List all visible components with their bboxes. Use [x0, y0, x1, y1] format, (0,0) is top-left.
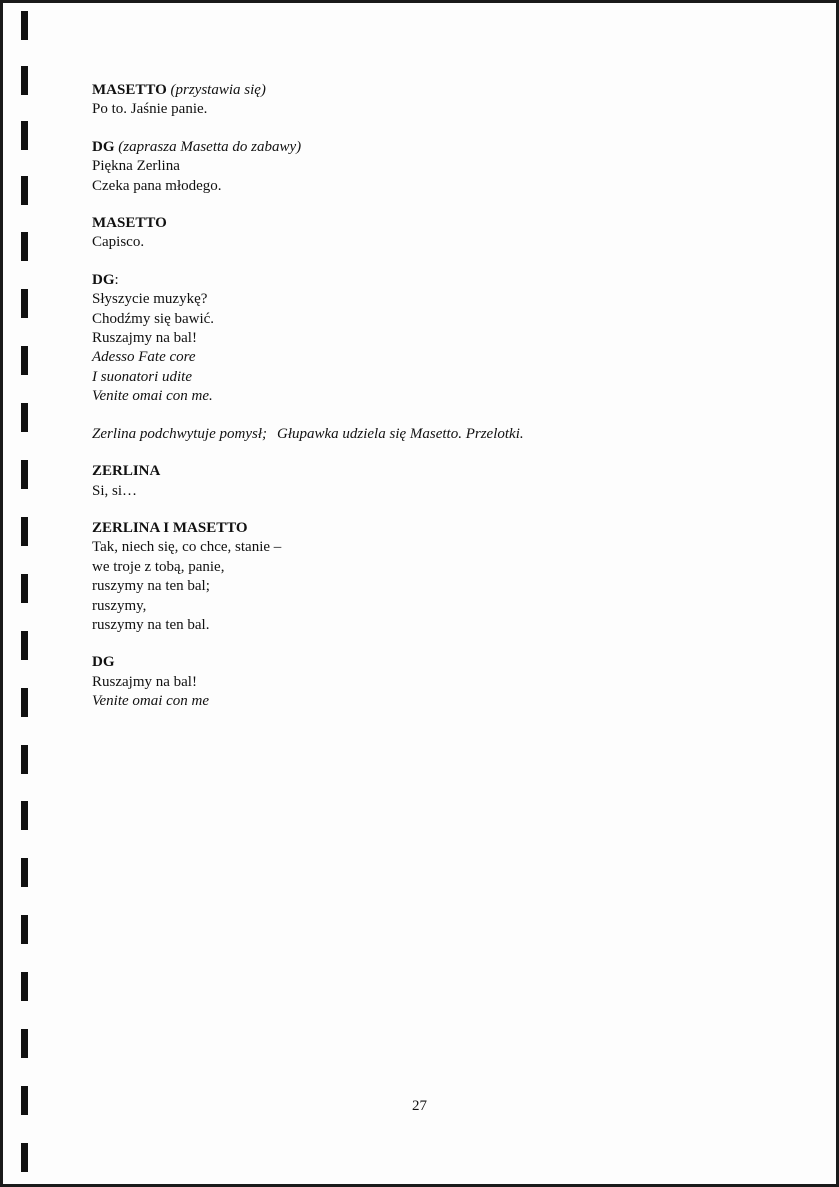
speaker-direction: (zaprasza Masetta do zabawy)	[118, 138, 302, 155]
speaker-name: MASETTO	[92, 82, 167, 98]
dialogue-line: Ruszajmy na bal!	[92, 673, 197, 690]
dialogue-line: ruszymy na ten bal;	[92, 578, 210, 595]
dialogue-block	[92, 653, 792, 711]
binding-hole	[21, 66, 28, 95]
speaker-name: ZERLINA	[92, 463, 161, 480]
binding-hole	[21, 460, 28, 489]
binding-hole	[21, 517, 28, 546]
dialogue-block	[92, 271, 792, 407]
dialogue-line: we troje z tobą, panie,	[92, 558, 225, 575]
dialogue-block	[92, 214, 792, 253]
speaker-direction: (przystawia się)	[170, 82, 266, 98]
binding-hole	[21, 688, 28, 717]
dialogue-line: ruszymy,	[92, 597, 147, 614]
binding-hole	[21, 972, 28, 1001]
speaker-line	[92, 138, 792, 157]
dialogue-line-italian: I suonatori udite	[92, 368, 192, 385]
binding-hole	[21, 1143, 28, 1172]
dialogue-line: Po to. Jaśnie panie.	[92, 101, 208, 118]
stage-direction-part: Głupawka udziela się Masetto. Przelotki.	[276, 425, 524, 442]
dialogue-block	[92, 519, 792, 635]
dialogue-line: ruszymy na ten bal.	[92, 616, 210, 633]
dialogue-block	[92, 81, 792, 120]
binding-hole	[21, 232, 28, 261]
binding-hole	[21, 915, 28, 944]
speaker-line	[92, 271, 792, 290]
dialogue-line: Chodźmy się bawić.	[92, 310, 215, 327]
binding-hole	[21, 176, 28, 205]
binding-holes	[17, 3, 31, 1184]
stage-direction	[92, 425, 792, 444]
binding-hole	[21, 289, 28, 318]
dialogue-line: Czeka pana młodego.	[92, 177, 222, 194]
binding-hole	[21, 631, 28, 660]
speaker-line	[92, 81, 792, 100]
speaker-name: DG	[92, 271, 115, 288]
dialogue-block	[92, 462, 792, 501]
page-number: 27	[412, 1098, 427, 1114]
dialogue-block	[92, 138, 792, 196]
dialogue-line: Si, si…	[92, 482, 138, 499]
binding-hole	[21, 858, 28, 887]
speaker-line	[92, 214, 792, 233]
dialogue-line-italian: Venite omai con me.	[92, 388, 213, 405]
speaker-name: DG	[92, 654, 115, 671]
dialogue-line-italian: Adesso Fate core	[92, 349, 196, 366]
dialogue-line: Piękna Zerlina	[92, 158, 180, 175]
binding-hole	[21, 403, 28, 432]
speaker-name: MASETTO	[92, 215, 167, 232]
binding-hole	[21, 801, 28, 830]
speaker-name: ZERLINA I MASETTO	[92, 519, 248, 536]
dialogue-line: Capisco.	[92, 234, 145, 251]
speaker-colon: :	[114, 271, 119, 288]
dialogue-line: Słyszycie muzykę?	[92, 291, 208, 308]
speaker-name: DG	[92, 138, 115, 155]
binding-hole	[21, 574, 28, 603]
script-text	[92, 81, 792, 730]
dialogue-line: Ruszajmy na bal!	[92, 330, 197, 347]
binding-hole	[21, 745, 28, 774]
binding-hole	[21, 11, 28, 40]
stage-direction-part: Zerlina podchwytuje pomysł;	[92, 425, 267, 442]
dialogue-line: Tak, niech się, co chce, stanie –	[92, 539, 282, 556]
binding-hole	[21, 121, 28, 150]
dialogue-line-italian: Venite omai con me	[92, 693, 210, 710]
binding-hole	[21, 1029, 28, 1058]
binding-hole	[21, 346, 28, 375]
